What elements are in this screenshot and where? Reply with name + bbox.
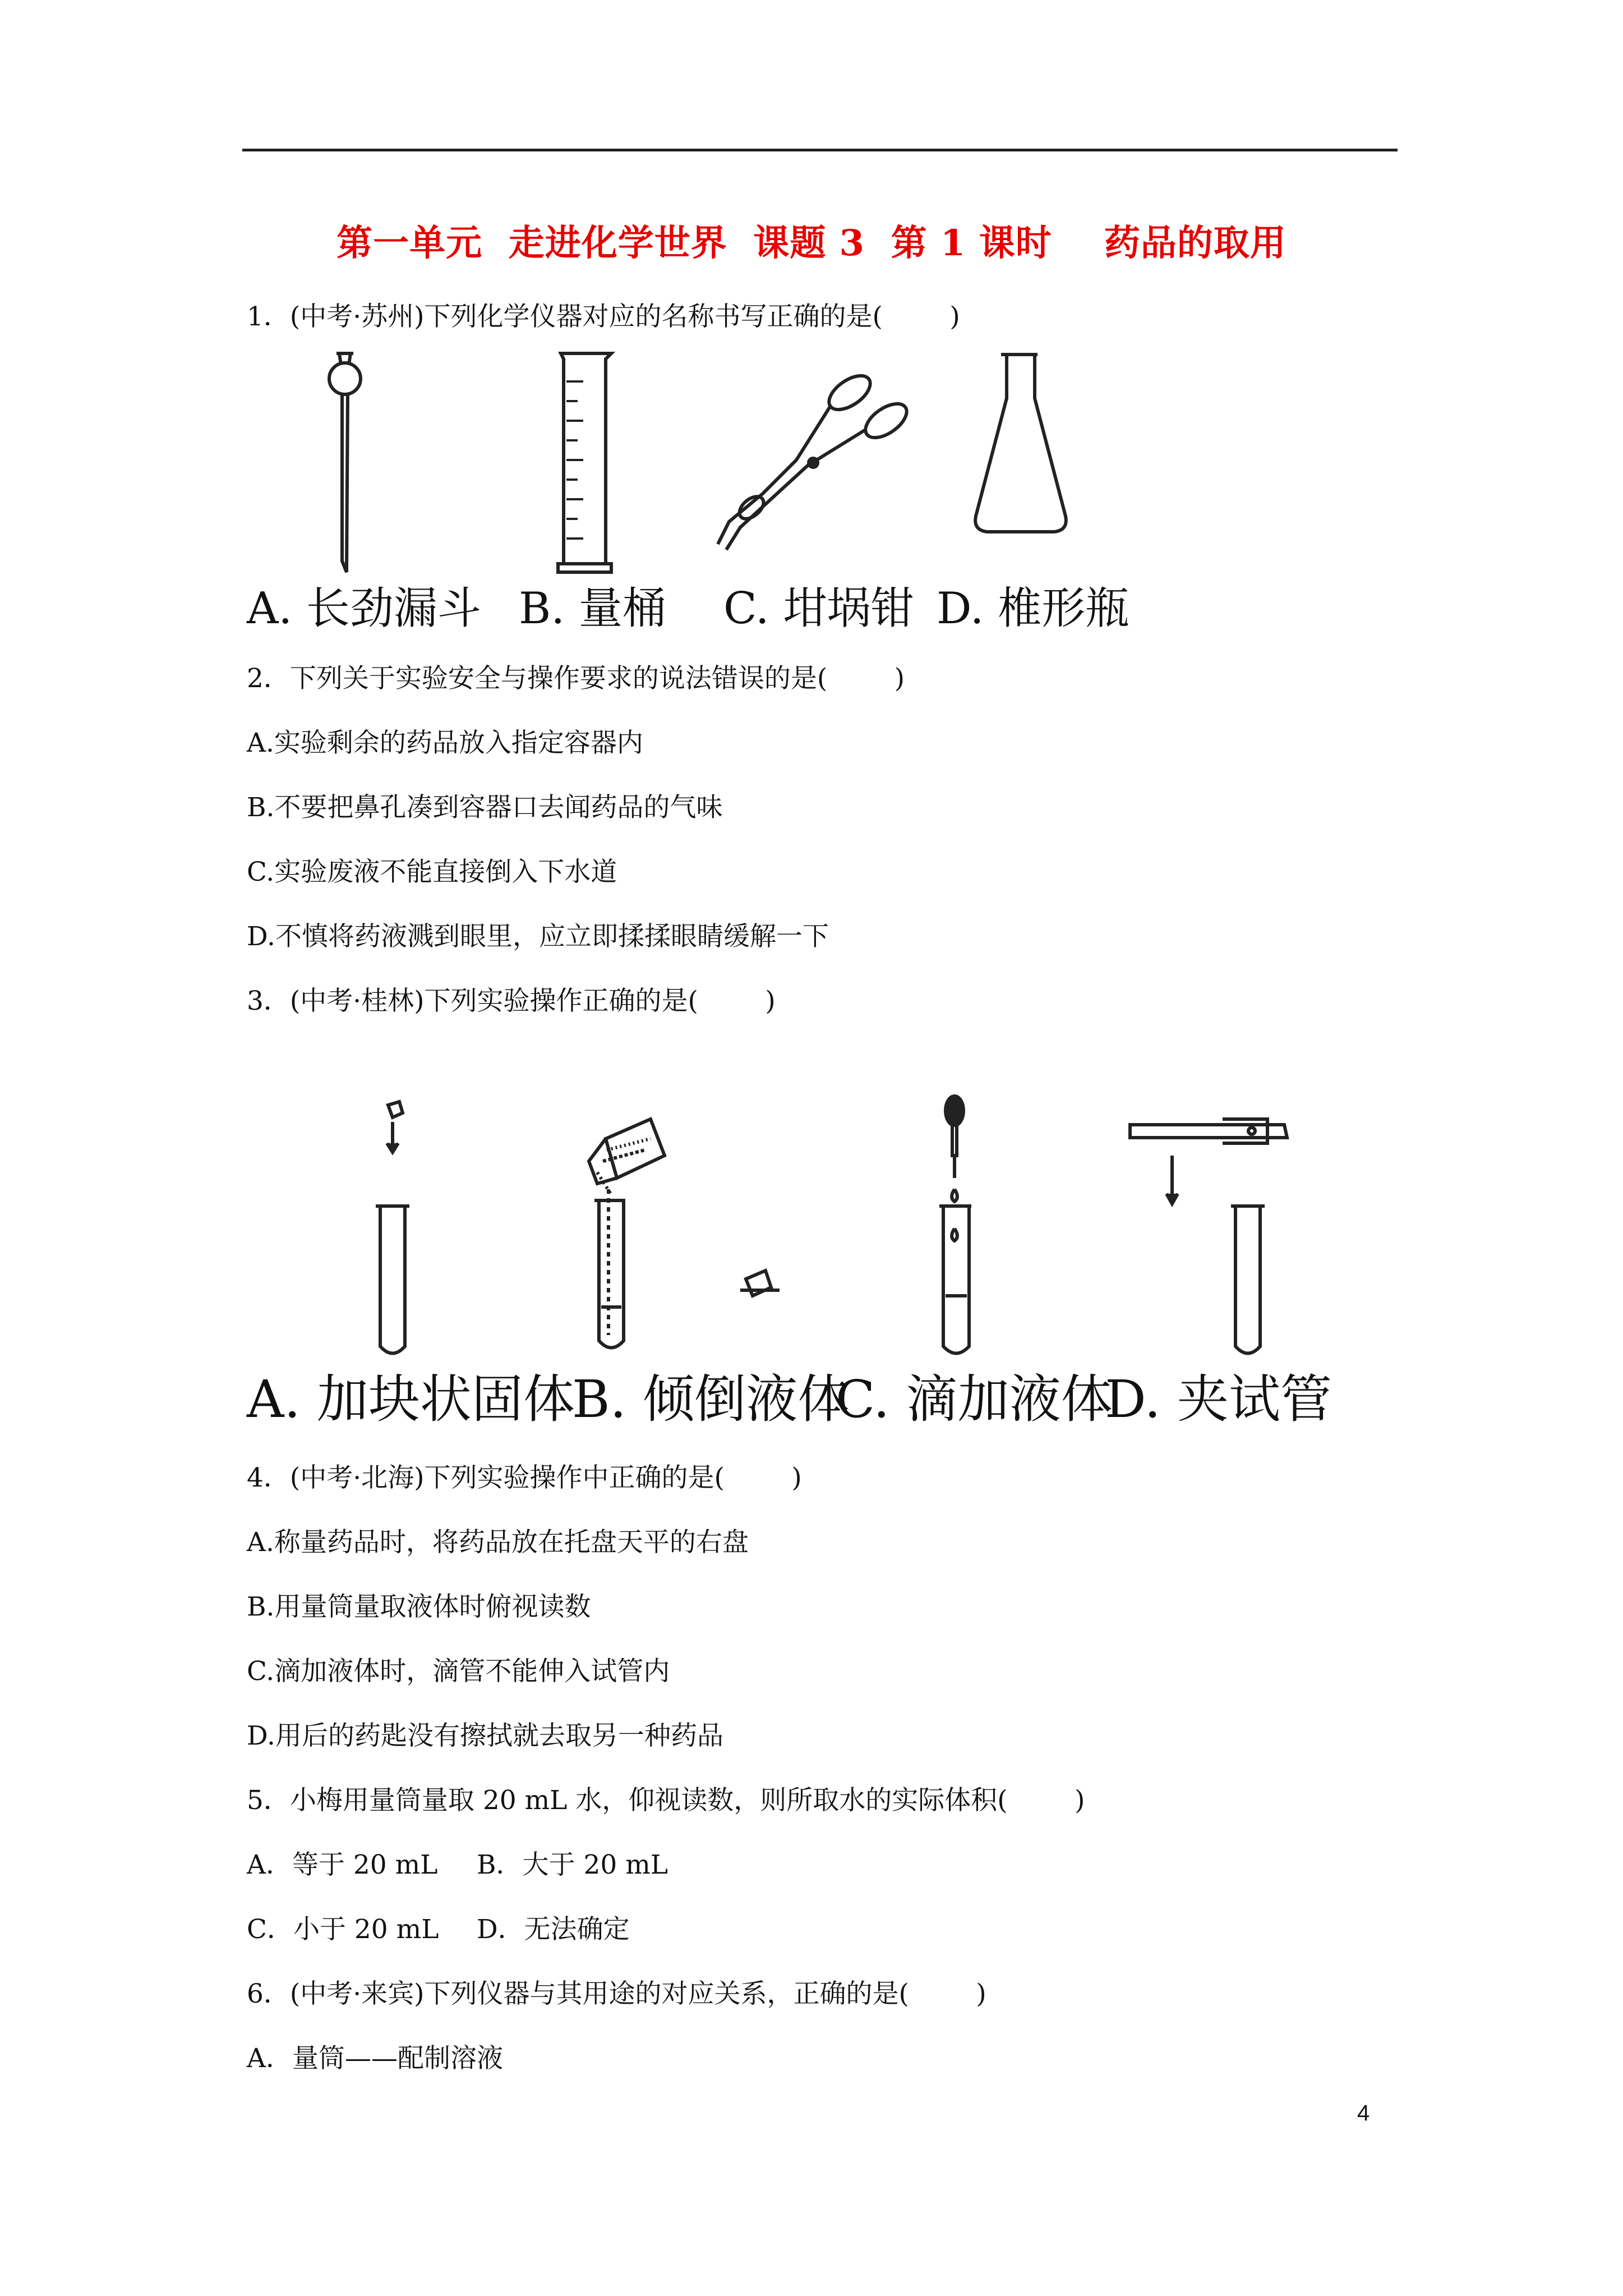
q5-option-a: A．等于 20 mL [247, 1849, 438, 1880]
q1-caption-b: B. 量桶 [519, 583, 666, 634]
header-rule [242, 149, 1398, 151]
q1-caption-c: C. 坩埚钳 [723, 583, 915, 634]
q1-figure [314, 348, 1127, 583]
pour-liquid-icon [589, 1119, 780, 1348]
q3-caption-a: A. 加块状固体 [247, 1369, 575, 1429]
question-3-stem: 3．(中考·桂林)下列实验操作正确的是( ) [247, 986, 776, 1016]
q4-option-b: B.用量筒量取液体时俯视读数 [247, 1591, 591, 1622]
q4-option-c: C.滴加液体时，滴管不能伸入试管内 [247, 1656, 670, 1687]
question-6-stem: 6．(中考·来宾)下列仪器与其用途的对应关系，正确的是( ) [247, 1978, 986, 2009]
q1-caption-a: A. 长劲漏斗 [247, 583, 481, 634]
test-tube-holder-icon [1130, 1119, 1287, 1354]
q5-option-c: C．小于 20 mL [247, 1914, 439, 1945]
q3-figure [348, 1094, 1312, 1363]
question-1-stem: 1．(中考·苏州)下列化学仪器对应的名称书写正确的是( ) [247, 301, 960, 332]
q2-option-c: C.实验废液不能直接倒入下水道 [247, 857, 617, 887]
conical-flask-icon [975, 355, 1066, 532]
q3-caption-d: D. 夹试管 [1105, 1369, 1332, 1429]
q4-option-d: D.用后的药匙没有擦拭就去取另一种药品 [247, 1720, 723, 1751]
question-2-stem: 2．下列关于实验安全与操作要求的说法错误的是( ) [247, 663, 905, 694]
page-title: 第一单元 走进化学世界 课题 3 第 1 课时 药品的取用 [336, 222, 1287, 264]
question-5-stem: 5．小梅用量筒量取 20 mL 水，仰视读数，则所取水的实际体积( ) [247, 1785, 1085, 1816]
q5-option-d: D．无法确定 [477, 1914, 630, 1945]
q6-option-a: A．量筒——配制溶液 [247, 2043, 503, 2074]
q3-caption-c: C. 滴加液体 [836, 1369, 1113, 1429]
add-solid-to-tube-icon [376, 1102, 409, 1354]
q3-caption-b: B. 倾倒液体 [572, 1369, 850, 1429]
q2-option-a: A.实验剩余的药品放入指定容器内 [247, 728, 643, 758]
long-neck-funnel-icon [329, 353, 361, 572]
q2-option-b: B.不要把鼻孔凑到容器口去闻药品的气味 [247, 792, 723, 823]
q5-option-b: B．大于 20 mL [477, 1849, 668, 1880]
crucible-tongs-icon [718, 369, 912, 550]
q1-caption-d: D. 椎形瓶 [937, 583, 1129, 634]
q2-option-d: D.不慎将药液溅到眼里，应立即揉揉眼睛缓解一下 [247, 921, 829, 952]
add-liquid-with-dropper-icon [939, 1096, 971, 1354]
page-number: 4 [1357, 2101, 1370, 2125]
question-4-stem: 4．(中考·北海)下列实验操作中正确的是( ) [247, 1462, 802, 1493]
q4-option-a: A.称量药品时，将药品放在托盘天平的右盘 [247, 1527, 749, 1558]
graduated-cylinder-icon [558, 353, 611, 572]
